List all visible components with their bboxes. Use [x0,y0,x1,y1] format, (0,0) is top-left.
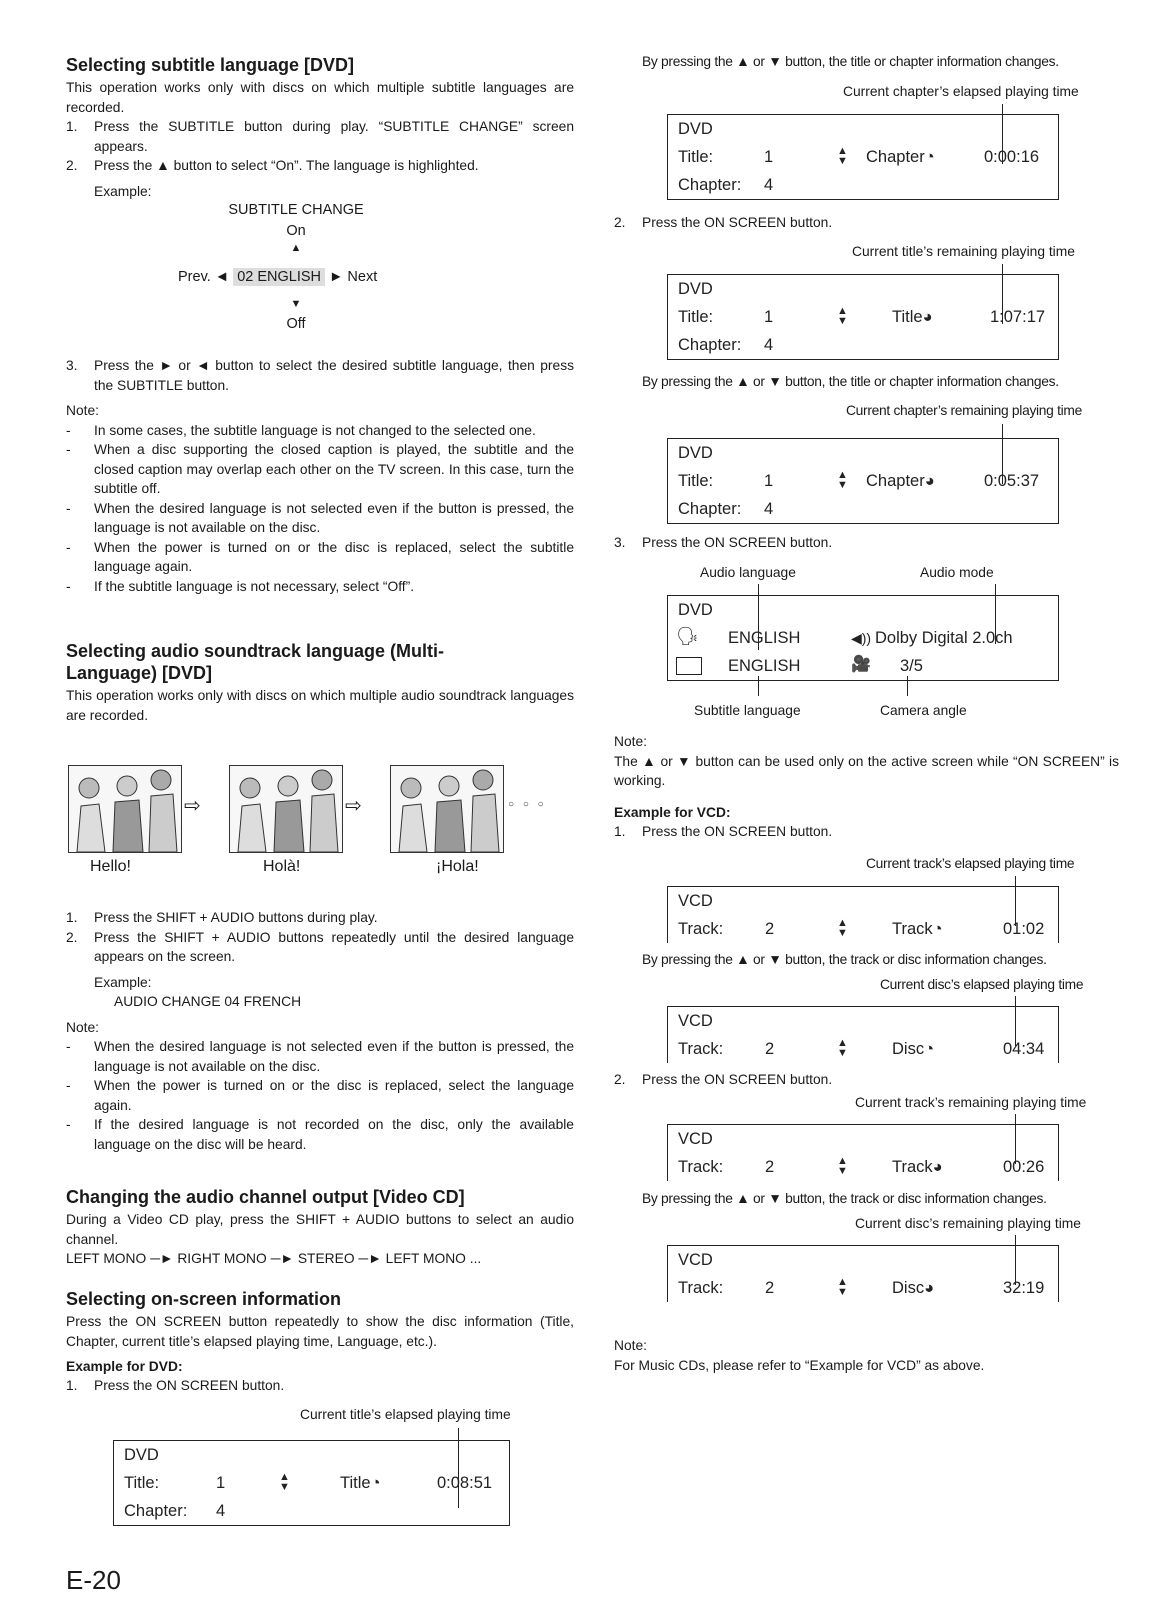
on-option: On [286,223,306,239]
section-intro: This operation works only with discs on which multiple subtitle languages are recorded. [66,80,574,115]
up-down-icon: ▲ ▼ [837,469,848,491]
people-handshake-icon [69,766,181,852]
osd-value: 1 [764,308,774,326]
section-title: Selecting audio soundtrack language (Multi-Language) [DVD] [66,641,445,683]
instruction-text: By pressing the ▲ or ▼ button, the title or chapter information changes. [642,54,1059,69]
pic-caption: ¡Hola! [436,858,479,875]
channel-sequence: LEFT MONO ─► RIGHT MONO ─► STEREO ─► LEFT MONO ... [66,1251,482,1266]
arrow-right-icon: ⇨ [184,795,201,817]
osd-caption-audio-language: Audio language [700,565,796,580]
clock-icon: ◕ [924,472,935,490]
osd-value: 4 [764,500,774,518]
instruction-text: By pressing the ▲ or ▼ button, the title or chapter information changes. [642,374,1059,389]
people-handshake-icon [391,766,503,852]
illustration-hola-spanish [390,765,504,853]
osd-time: 32:19 [1003,1279,1045,1297]
osd-disc: VCD [678,1130,713,1148]
clock-icon: ◔ [924,148,935,166]
osd-disc: DVD [678,444,713,462]
osd-caption: Current track’s remaining playing time [855,1095,1087,1110]
osd-label: Track: [678,1040,724,1058]
list-item: - When the power is turned on or the disc is replaced, select the language again. [66,1078,574,1113]
clock-icon: ◔ [924,1040,935,1058]
clock-icon: ◔ [932,920,943,938]
osd-caption: Current disc’s elapsed playing time [880,977,1084,992]
notes-list [66,1037,574,1154]
continuation-dots: ○ ○ ○ [508,799,547,810]
osd-caption-camera-angle: Camera angle [880,703,967,718]
dvd-example-label: Example for DVD: [66,1359,183,1374]
osd-caption: Current track’s elapsed playing time [866,856,1075,871]
osd-value: 1 [764,472,774,490]
people-handshake-icon [230,766,342,852]
note-label: Note: [66,403,99,418]
list-item: 3. Press the ► or ◄ button to select the desired subtitle language, then press the SUBTITLE button. [66,358,574,393]
section-audio-channel [66,1186,574,1269]
notes-list [66,421,574,597]
osd-value: 4 [216,1502,226,1520]
osd-value: 2 [765,920,775,938]
list-item: 2. Press the SHIFT + AUDIO buttons repeatedly until the desired language appears on the screen. [66,929,574,964]
speaker-icon: ◀)) [851,630,875,646]
osd-mode: Disc◕ [892,1279,935,1297]
osd-vcd-disc-remaining [667,1245,1059,1302]
osd-caption: Current chapter’s elapsed playing time [843,84,1079,99]
audio-steps-and-notes [66,908,574,1154]
osd-label: Track: [678,1279,724,1297]
example-title: SUBTITLE CHANGE [228,202,364,218]
osd-label: Chapter: [124,1502,188,1520]
up-down-icon: ▲ ▼ [279,1471,290,1493]
osd-caption: Current chapter’s remaining playing time [846,403,1082,418]
clock-icon: ◕ [924,1279,935,1297]
section-title: Changing the audio channel output [Video CD] [66,1187,465,1207]
osd-time: 01:02 [1003,920,1045,938]
osd-value: 4 [764,176,774,194]
osd-value: 4 [764,336,774,354]
osd-camera-angle: 3/5 [900,657,923,675]
language-selector [178,269,377,285]
section-text: During a Video CD play, press the SHIFT + AUDIO buttons to select an audio channel. [66,1212,574,1247]
osd-dvd-chapter-remaining [667,438,1059,524]
osd-audio-language: ENGLISH [728,629,801,647]
list-item: - When the power is turned on or the disc is replaced, select the subtitle language again. [66,539,574,574]
osd-caption-audio-mode: Audio mode [920,565,994,580]
instruction-text: By pressing the ▲ or ▼ button, the track or disc information changes. [642,952,1047,967]
osd-caption: Current disc’s remaining playing time [855,1216,1081,1231]
step-2 [614,213,1119,233]
instruction-text: By pressing the ▲ or ▼ button, the track or disc information changes. [642,1191,1047,1206]
osd-caption: Current title’s remaining playing time [852,244,1075,259]
osd-caption: Current title’s elapsed playing time [300,1407,511,1422]
osd-label: Chapter: [678,336,742,354]
list-item: - When the desired language is not selected even if the button is pressed, the language is not available on the disc. [66,500,574,535]
osd-mode: Chapter◔ [866,148,935,166]
osd-vcd-disc-elapsed [667,1006,1059,1063]
list-item: 1. Press the SUBTITLE button during play. “SUBTITLE CHANGE” screen appears. [66,119,574,154]
osd-mode: Track◔ [892,920,943,938]
step-3 [614,533,1119,553]
note-text: The ▲ or ▼ button can be used only on the active screen while “ON SCREEN” is working. [614,753,1119,788]
osd-disc: DVD [678,280,713,298]
clock-icon: ◕ [922,308,933,326]
audio-language-icon: 🗣 [676,626,699,646]
osd-time: 0:08:51 [437,1474,493,1492]
osd-time: 04:34 [1003,1040,1045,1058]
osd-value: 2 [765,1040,775,1058]
note-label: Note: [614,734,647,749]
right-note [614,732,1119,841]
osd-value: 1 [216,1474,226,1492]
list-item: 3. Press the ON SCREEN button. [614,535,833,550]
osd-disc: VCD [678,892,713,910]
note-label: Note: [614,1338,647,1353]
osd-label: Title: [124,1474,160,1492]
section-subtitle-language [66,54,574,201]
osd-time: 0:05:37 [984,472,1040,490]
selected-language: 02 ENGLISH [233,268,325,286]
section-title: Selecting on-screen information [66,1289,342,1309]
osd-dvd-language-info [667,595,1059,681]
osd-mode: Track◕ [892,1158,943,1176]
note-text: For Music CDs, please refer to “Example for VCD” as above. [614,1357,985,1373]
osd-label: Track: [678,920,724,938]
osd-value: 2 [765,1158,775,1176]
subtitle-icon [676,657,702,675]
up-down-icon: ▲ ▼ [837,305,848,327]
list-item: - In some cases, the subtitle language is not changed to the selected one. [66,422,536,438]
example-text: AUDIO CHANGE 04 FRENCH [114,994,302,1009]
osd-subtitle-language: ENGLISH [728,657,801,675]
osd-mode: Title◔ [340,1474,381,1492]
osd-dvd-title-elapsed [113,1440,510,1526]
osd-mode: Chapter◕ [866,472,935,490]
osd-label: Title: [678,148,714,166]
steps-list [66,356,574,395]
note-label: Note: [66,1019,99,1035]
right-note-2 [614,1336,1119,1375]
up-down-icon: ▲ ▼ [837,1155,848,1177]
up-down-icon: ▲ ▼ [837,917,848,939]
osd-value: 2 [765,1279,775,1297]
camera-icon: 🎥 [851,656,871,673]
list-item: 1. Press the SHIFT + AUDIO buttons during play. [66,910,378,925]
osd-mode: Disc◔ [892,1040,935,1058]
up-arrow-icon: ▲ [290,242,302,254]
section-audio-language [66,640,574,725]
osd-label: Title: [678,308,714,326]
list-item: 2. Press the ON SCREEN button. [614,215,833,230]
language-illustrations [66,765,576,875]
list-item: 2. Press the ON SCREEN button. [614,1072,833,1087]
osd-label: Chapter: [678,500,742,518]
steps-list [66,1376,574,1396]
illustration-hello [68,765,182,853]
osd-mode: Title◕ [892,308,933,326]
osd-time: 00:26 [1003,1158,1045,1176]
osd-disc: DVD [124,1446,159,1464]
page-number: E-20 [66,1565,121,1595]
osd-value: 1 [764,148,774,166]
list-item: 2. Press the ▲ button to select “On”. The language is highlighted. [66,158,479,173]
osd-vcd-track-remaining [667,1124,1059,1181]
section-onscreen-info [66,1288,574,1396]
section-intro: This operation works only with discs on which multiple audio soundtrack languages are recorded. [66,688,574,723]
prev-label: Prev. ◄ [178,269,230,285]
section-text: Press the ON SCREEN button repeatedly to show the disc information (Title, Chapter, current title’s elapsed playing time, Language, etc.). [66,1314,574,1349]
list-item: - If the subtitle language is not necessary, select “Off”. [66,578,415,594]
osd-vcd-track-elapsed [667,886,1059,943]
osd-audio-mode: ◀)) Dolby Digital 2.0ch [851,629,1013,647]
steps-list [66,908,574,967]
illustration-hola [229,765,343,853]
next-label: ► Next [329,269,378,285]
list-item: - If the desired language is not recorded on the disc, only the available language on the disc will be heard. [66,1117,574,1152]
example-label: Example: [94,183,152,199]
steps-list [66,117,574,176]
pic-caption: Hello! [90,858,131,875]
osd-disc: DVD [678,601,713,619]
subtitle-step3-and-notes [66,356,574,596]
list-item: 1. Press the ON SCREEN button. [614,823,833,839]
osd-disc: VCD [678,1251,713,1269]
osd-dvd-chapter-elapsed [667,114,1059,200]
off-option: Off [286,316,306,332]
section-title: Selecting subtitle language [DVD] [66,55,355,75]
list-item: 1. Press the ON SCREEN button. [66,1378,285,1393]
osd-disc: DVD [678,120,713,138]
osd-disc: VCD [678,1012,713,1030]
pic-caption: Holà! [263,858,301,875]
list-item: - When a disc supporting the closed caption is played, the subtitle and the closed caption may overlap each other on the TV screen. In this case, turn the subtitle off. [66,442,574,496]
osd-dvd-title-remaining [667,274,1059,360]
clock-icon: ◔ [370,1474,381,1492]
osd-time: 1:07:17 [990,308,1046,326]
up-down-icon: ▲ ▼ [837,145,848,167]
arrow-right-icon: ⇨ [345,795,362,817]
osd-caption-subtitle-language: Subtitle language [694,703,801,718]
vcd-step-2 [614,1070,1119,1090]
down-arrow-icon: ▼ [290,298,302,310]
osd-label: Title: [678,472,714,490]
example-label: Example: [94,974,152,990]
osd-label: Chapter: [678,176,742,194]
list-item: - When the desired language is not selected even if the button is pressed, the language is not available on the disc. [66,1039,574,1074]
vcd-example-label: Example for VCD: [614,804,731,820]
osd-label: Track: [678,1158,724,1176]
osd-time: 0:00:16 [984,148,1040,166]
up-down-icon: ▲ ▼ [837,1276,848,1298]
clock-icon: ◕ [932,1158,943,1176]
up-down-icon: ▲ ▼ [837,1037,848,1059]
